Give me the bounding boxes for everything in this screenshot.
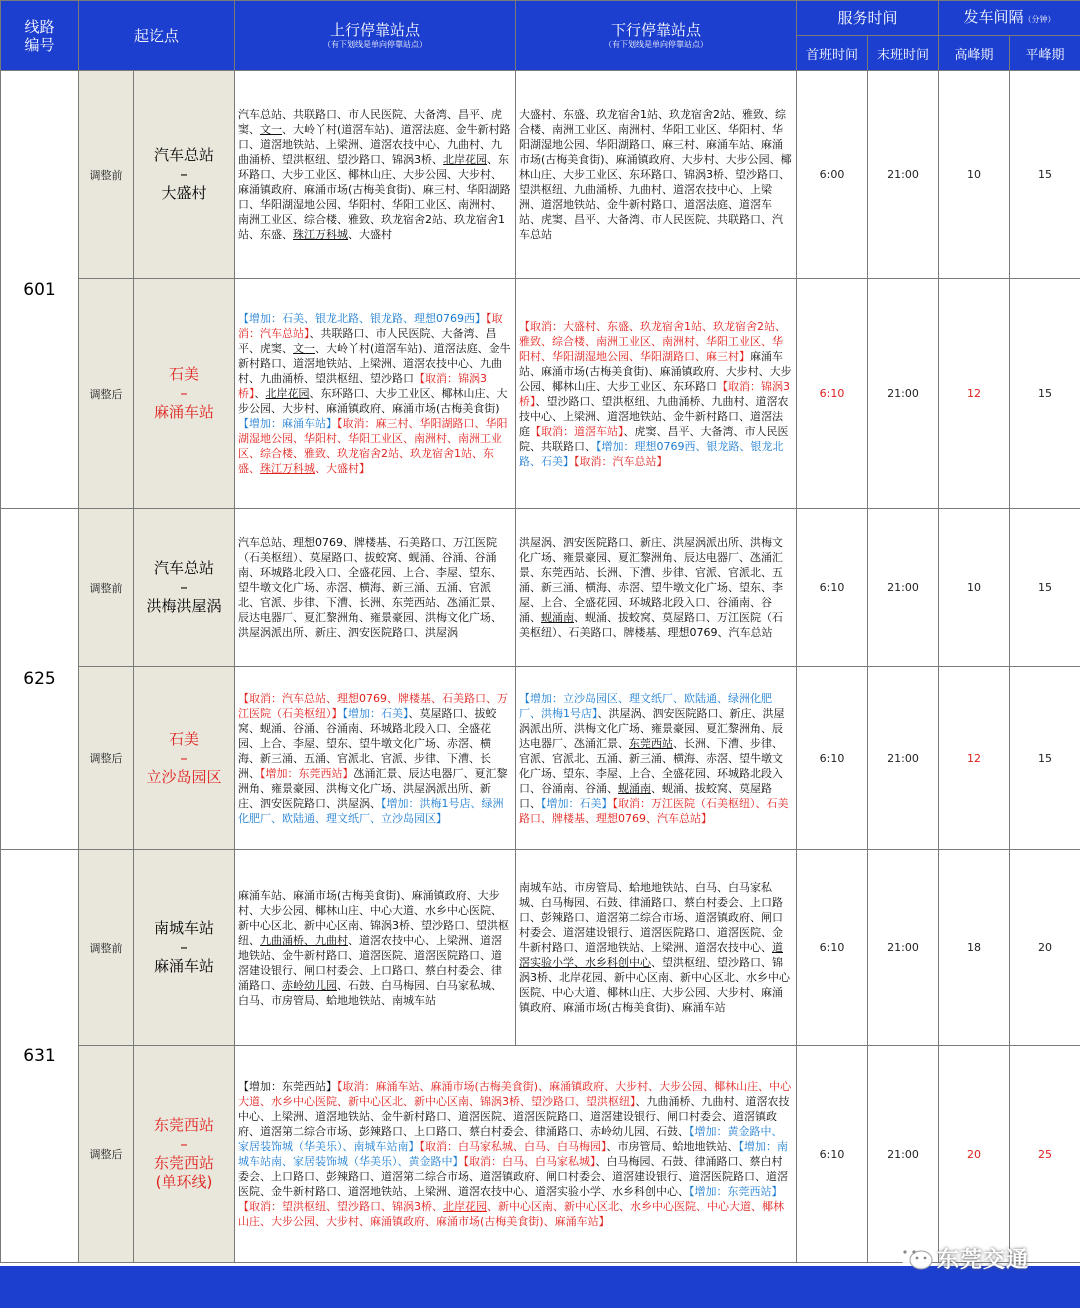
table-row [1, 71, 1080, 279]
stop-segment: 【取消：道滘车站】 [530, 424, 624, 438]
stop-segment: 【取消：麻涌车站、麻涌市场(古梅美食街)、麻涌镇政府、大步村、大步公园、椰林山庄、中心大道、水乡中心医院、新中心区北、新中心区南、锦涡3桥、望沙路口、望洪枢纽】 [238, 1080, 792, 1108]
up-stops [235, 850, 516, 1046]
stop-segment: 【取消：汽车总站】 [238, 312, 503, 340]
route-number: 625 [1, 509, 79, 850]
table-row [1, 509, 1080, 667]
header-offpeak: 平峰期 [1010, 36, 1080, 71]
first-bus-time: 6:10 [797, 509, 868, 667]
stop-segment: 、洪屋涡、泗安医院路口、新庄、洪屋涡派出所、洪梅文化广场、雍景豪园、夏汇黎洲角、辰达电器厂、氹涌汇景、 [519, 706, 785, 750]
stop-segment: 【取消：锦涡3桥】 [238, 372, 488, 400]
stop-segment: 、大盛村】 [315, 462, 371, 475]
up-stops [235, 667, 516, 850]
phase-label: 调整后 [79, 1046, 134, 1263]
stop-segment: 、石鼓、白马梅园、白马家私城、白马、市房管局、蛤地地铁站、南城车站 [238, 978, 503, 1007]
stop-segment: 【取消：大盛村、东盛、玖龙宿舍1站、玖龙宿舍2站、雅致、综合楼、南洲工业区、南洲村、华阳工业区、华阳村、华阳湖湿地公园、华阳湖路口、麻三村】 [519, 319, 787, 363]
stop-segment: 赤岭幼儿园 [282, 978, 338, 992]
stop-segment: 、市房管局、蛤地地铁站、 [606, 1140, 739, 1153]
header-first-bus: 首班时间 [797, 36, 868, 71]
stop-segment: 【取消：白马家私城、白马、白马梅园】 [419, 1140, 607, 1153]
stop-segment: 、新中心区南、新中心区北、水乡中心医院、中心大道、椰林山庄、大步公园、大步村、麻涌镇政府、麻涌市场(古梅美食街)、麻涌车站】 [238, 1200, 785, 1228]
stop-segment: 【增加：东莞西站】 [689, 1185, 783, 1198]
stop-segment: 、白马梅园、石鼓、律涌路口、蔡白村委会、上口路口、彭辣路口、道滘第二综合市场、道滘镇政府、闸口村委会、道滘建设银行、道滘医院路口、道滘医院、金牛新村路口、道滘地铁站、上梁洲、道滘农技中心、道滘实验小学、水乡科创中心、 [238, 1155, 789, 1198]
header-down-stops: 下行停靠站点 （有下划线是单向停靠站点） [516, 1, 797, 71]
stop-segment: 南城车站、市房管局、蛤地地铁站、白马、白马家私城、白马梅园、石鼓、律涌路口、蔡白村委会、上口路口、彭辣路口、道滘第二综合市场、道滘镇政府、闸口村委会、道滘建设银行、道滘医院路口、道滘医院、金牛新村路口、道滘地铁站、上梁洲、道滘农技中心、 [519, 881, 784, 954]
phase-label: 调整前 [79, 71, 134, 279]
stop-segment: 东莞西站 [629, 736, 674, 750]
stop-segment: 【增加：东莞西站】 [238, 1080, 338, 1093]
stop-segment: 【增加：洪梅1号店、绿洲化肥厂、欧陆通、理文纸厂、立沙岛园区】 [238, 796, 504, 825]
stop-segment: 、东环路口、大步工业区、椰林山庄、大步公园、大步村、麻涌镇政府、麻涌市场(古梅美食街)、麻三村、华阳湖路口、华阳湖湿地公园、华阳村、华阳工业区、南洲村、南洲工业区、综合楼、雅致、玖龙宿舍2站、玖龙宿舍1站、东盛、 [238, 153, 511, 241]
stop-segment: 【取消：汽车总站】 [574, 454, 668, 468]
header-up-stops: 上行停靠站点 （有下划线是单向停靠站点） [235, 1, 516, 71]
stop-segment: 、蚬涌、拔蛟窝、莫屋路口、万江医院（石美枢纽）、石美路口、牌楼基、理想0769、汽车总站 [519, 611, 784, 639]
stop-segment: 、大盛村 [348, 228, 393, 241]
down-stops [516, 850, 797, 1046]
stop-segment: 【增加：石美】 [541, 796, 613, 810]
stop-segment: 、大岭丫村(道滘车站)、道滘法庭、金牛新村路口、道滘地铁站、上梁洲、道滘农技中心、九曲村、九曲涌桥、望洪枢纽、望沙路口、锦涡3桥、 [238, 123, 511, 166]
loop-stops [235, 1046, 797, 1263]
stop-segment: 文一 [260, 123, 283, 136]
first-bus-time: 6:10 [797, 279, 868, 509]
stop-segment: 北岸花园 [265, 387, 310, 400]
first-bus-time: 6:00 [797, 71, 868, 279]
stop-segment: 、虎窦、昌平、大备湾、市人民医院、共联路口、 [519, 424, 789, 453]
stop-segment: 汽车总站、共联路口、市人民医院、大备湾、昌平、虎窦、 [238, 108, 503, 136]
stop-segment: 珠江万科城 [260, 462, 316, 475]
offpeak-interval: 15 [1010, 279, 1080, 509]
watermark [895, 1236, 1065, 1280]
stop-segment: 【增加：黄金路中、家居装饰城（华美乐）、南城车站南】 [238, 1125, 783, 1153]
offpeak-interval: 15 [1010, 509, 1080, 667]
peak-interval: 10 [939, 509, 1010, 667]
down-stops [516, 509, 797, 667]
stop-segment: 、道滘农技中心、上梁洲、道滘地铁站、金牛新村路口、道滘医院、道滘医院路口、道滘建设银行、闸口村委会、上口路口、蔡白村委会、律涌路口、 [238, 933, 503, 992]
header-service-time: 服务时间 [797, 1, 939, 36]
stop-segment: 【增加：理想0769西、银龙路、银龙北路、石美】 [519, 439, 784, 468]
up-stops [235, 279, 516, 509]
stop-segment: 氹涌汇景、辰达电器厂、夏汇黎洲角、雍景豪园、洪梅文化广场、洪屋涡派出所、新庄、泗安医院路口、洪屋涡、 [238, 766, 508, 810]
peak-interval: 12 [939, 279, 1010, 509]
stop-segment: 、莫屋路口、拔蛟窝、蚬涌、谷涌、谷涌南、环城路北段入口、全盛花园、上合、李屋、望东、望牛墩文化广场、赤滘、横海、新三涌、五涌、官派北、官派、步律、下漕、长洲、 [238, 706, 497, 780]
down-stops [516, 279, 797, 509]
phase-label: 调整后 [79, 667, 134, 850]
peak-interval: 20 [939, 1046, 1010, 1263]
last-bus-time: 21:00 [868, 279, 939, 509]
stop-segment: 【取消：万江医院（石美枢纽）、石美路口、牌楼基、理想0769、汽车总站】 [519, 796, 789, 825]
stop-segment: 、大岭丫村(道滘车站)、道滘法庭、金牛新村路口、道滘地铁站、上梁洲、道滘农技中心、九曲村、九曲涌桥、望洪枢纽、望沙路口 [238, 342, 511, 385]
stop-segment: 道滘实验小学、水乡科创中心 [519, 941, 784, 969]
peak-interval: 12 [939, 667, 1010, 850]
stop-segment: 北岸花园 [443, 1200, 488, 1213]
od-cell: 汽车总站 – 洪梅洪屋涡 [134, 509, 235, 667]
stop-segment: 、蚬涌、拔蛟窝、莫屋路口、 [519, 781, 773, 810]
watermark-text: 东莞交通 [937, 1247, 1030, 1273]
stop-segment: 、九曲涌桥、九曲村、道滘农技中心、上梁洲、道滘地铁站、金牛新村路口、道滘医院、道滘医院路口、道滘建设银行、闸口村委会、道滘镇政府、道滘第二综合市场、彭辣路口、上口路口、蔡白村委会、律涌路口、赤岭幼儿园、石鼓、 [238, 1095, 790, 1138]
table-row [1, 1046, 1080, 1263]
last-bus-time: 21:00 [868, 71, 939, 279]
stop-segment: 、东环路口、大步工业区、椰林山庄、大步公园、大步村、麻涌镇政府、麻涌市场(古梅美食街) [238, 387, 508, 415]
header-peak: 高峰期 [939, 36, 1010, 71]
last-bus-time: 21:00 [868, 667, 939, 850]
stop-segment: 【取消：望洪枢纽、望沙路口、锦涡3桥、 [238, 1200, 444, 1213]
table-row [1, 667, 1080, 850]
stop-segment: 珠江万科城 [293, 228, 349, 241]
stop-segment: 麻涌车站、麻涌市场(古梅美食街)、麻涌镇政府、大步村、大步公园、椰林山庄、中心大道、水乡中心医院、新中心区北、新中心区南、锦涡3桥、望沙路口、望洪枢纽、 [238, 888, 510, 947]
stop-segment: 【增加：南城车站南、家居装饰城（华美乐）、黄金路中】 [238, 1140, 789, 1168]
stop-segment: 汽车总站、理想0769、牌楼基、石美路口、万江医院（石美枢纽）、莫屋路口、拔蛟窝、蚬涌、谷涌、谷涌南、环城路北段入口、全盛花园、上合、李屋、望东、望牛墩文化广场、赤滘、横海、新三涌、五涌、官派北、官派、步律、下漕、长洲、东莞西站、氹涌汇景、辰达电器厂、夏汇黎洲角、雍景豪园、洪梅文化广场、洪屋涡派出所、新庄、泗安医院路口、洪屋涡 [238, 536, 503, 639]
stop-segment: 【增加：石美、银龙北路、银龙路、理想0769西】 [238, 312, 487, 325]
offpeak-interval: 20 [1010, 850, 1080, 1046]
stop-segment: 、望沙路口、望洪枢纽、九曲涌桥、九曲村、道滘农技中心、上梁洲、道滘地铁站、金牛新村路口、道滘法庭 [519, 394, 789, 438]
header-interval: 发车间隔（分钟） [939, 1, 1080, 36]
stop-segment: 【增加：东莞西站】 [260, 766, 354, 780]
stop-segment: 蚬涌南 [541, 611, 575, 624]
down-stops [516, 667, 797, 850]
up-stops [235, 71, 516, 279]
stop-segment: 、 [254, 387, 266, 400]
stop-segment: 【增加：石美】 [342, 706, 409, 720]
stop-segment: 麻涌车站、麻涌市场(古梅美食街)、麻涌镇政府、大步村、大步公园、椰林山庄、大步工业区、东环路口 [519, 349, 792, 393]
wechat-icon [895, 1241, 937, 1275]
od-cell: 石美 – 麻涌车站 [134, 279, 235, 509]
stop-segment: 北岸花园 [443, 153, 488, 166]
route-number: 631 [1, 850, 79, 1263]
first-bus-time: 6:10 [797, 1046, 868, 1263]
first-bus-time: 6:10 [797, 850, 868, 1046]
table-row [1, 850, 1080, 1046]
stop-segment: 【取消：白马、白马家私城】 [463, 1155, 596, 1168]
down-stops [516, 71, 797, 279]
peak-interval: 10 [939, 71, 1010, 279]
route-number: 601 [1, 71, 79, 509]
stop-segment: 【取消：汽车总站、理想0769、牌楼基、石美路口、万江医院（石美枢纽）】 [238, 691, 509, 720]
last-bus-time: 21:00 [868, 1046, 939, 1263]
phase-label: 调整前 [79, 850, 134, 1046]
up-stops [235, 509, 516, 667]
stop-segment: 洪屋涡、泗安医院路口、新庄、洪屋涡派出所、洪梅文化广场、雍景豪园、夏汇黎洲角、辰达电器厂、氹涌汇景、东莞西站、长洲、下漕、步律、官派、官派北、五涌、新三涌、横海、赤滘、望牛墩文化广场、望东、李屋、上合、全盛花园、环城路北段入口、谷涌南、谷涌、 [519, 536, 784, 624]
header-od: 起讫点 [79, 1, 235, 71]
offpeak-interval: 25 [1010, 1046, 1080, 1263]
peak-interval: 18 [939, 850, 1010, 1046]
stop-segment: 蚬涌南 [618, 781, 652, 795]
last-bus-time: 21:00 [868, 850, 939, 1046]
header-last-bus: 末班时间 [868, 36, 939, 71]
stop-segment: 【增加：立沙岛园区、理文纸厂、欧陆通、绿洲化肥厂、洪梅1号店】 [519, 691, 773, 720]
stop-segment: 【取消：麻三村、华阳湖路口、华阳湖湿地公园、华阳村、华阳工业区、南洲村、南洲工业区、综合楼、雅致、玖龙宿舍2站、玖龙宿舍1站、东盛、 [238, 417, 508, 475]
stop-segment: 大盛村、东盛、玖龙宿舍1站、玖龙宿舍2站、雅致、综合楼、南洲工业区、南洲村、华阳工业区、华阳村、华阳湖湿地公园、华阳湖路口、麻三村、麻涌车站、麻涌市场(古梅美食街)、麻涌镇政府、大步村、大步公园、椰林山庄、大步工业区、东环路口、锦涡3桥、望沙路口、望洪枢纽、九曲涌桥、九曲村、道滘农技中心、上梁洲、道滘地铁站、金牛新村路口、道滘法庭、道滘车站、虎窦、昌平、大备湾、市人民医院、共联路口、汽车总站 [519, 108, 792, 241]
first-bus-time: 6:10 [797, 667, 868, 850]
od-cell: 南城车站 – 麻涌车站 [134, 850, 235, 1046]
stop-segment: 【取消：锦涡3桥】 [519, 379, 791, 408]
stop-segment: 、共联路口、市人民医院、大备湾、昌平、虎窦、 [238, 327, 497, 355]
stop-segment: 文一 [293, 342, 316, 355]
phase-label: 调整前 [79, 509, 134, 667]
stop-segment: 、长洲、下漕、步律、官派、官派北、五涌、新三涌、横海、赤滘、望牛墩文化广场、望东、李屋、上合、全盛花园、环城路北段入口、谷涌南、谷涌、 [519, 736, 784, 795]
stop-segment: 九曲涌桥、九曲村 [260, 933, 349, 947]
stop-segment: 【增加：麻涌车站】 [238, 417, 338, 430]
offpeak-interval: 15 [1010, 71, 1080, 279]
offpeak-interval: 15 [1010, 667, 1080, 850]
last-bus-time: 21:00 [868, 509, 939, 667]
header-route-no: 线路 编号 [1, 1, 79, 71]
table-row [1, 279, 1080, 509]
od-cell: 东莞西站 – 东莞西站 (单环线) [134, 1046, 235, 1263]
stop-segment: 、望洪枢纽、望沙路口、锦涡3桥、北岸花园、新中心区南、新中心区北、水乡中心医院、中心大道、椰林山庄、大步公园、大步村、麻涌镇政府、麻涌市场(古梅美食街)、麻涌车站 [519, 956, 791, 1014]
phase-label: 调整后 [79, 279, 134, 509]
od-cell: 石美 – 立沙岛园区 [134, 667, 235, 850]
od-cell: 汽车总站 – 大盛村 [134, 71, 235, 279]
